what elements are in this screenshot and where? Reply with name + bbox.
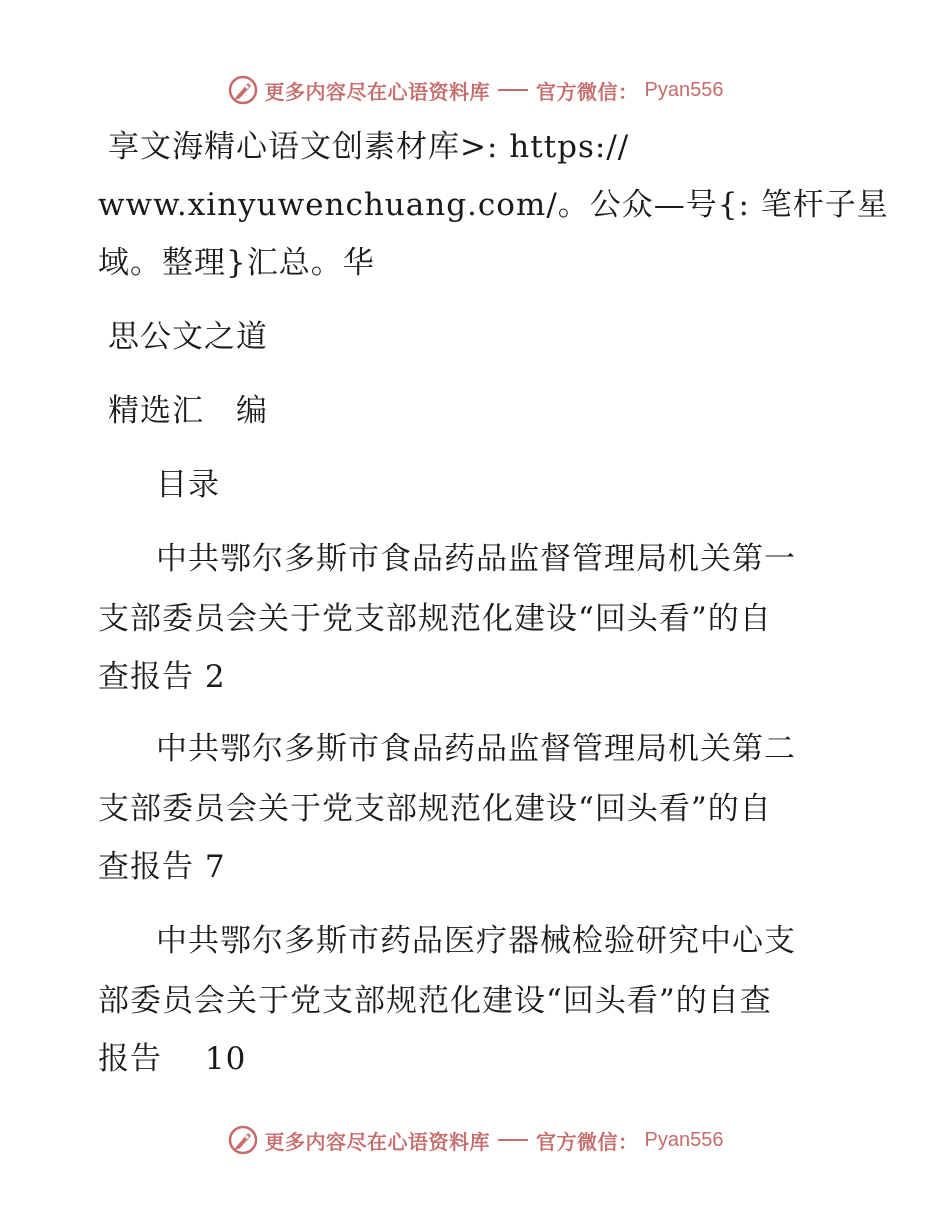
banner-text: 更多内容尽在心语资料库 — [264, 1129, 491, 1154]
toc-entry-line: 查报告 2 — [98, 659, 226, 695]
toc-entry-line: 中共鄂尔多斯市药品医疗器械检验研究中心支 — [156, 923, 796, 959]
toc-title: 目录 — [156, 467, 220, 503]
top-watermark-banner — [0, 70, 950, 110]
toc-entry-line: 查报告 7 — [98, 849, 226, 885]
header-line-2: www.xinyuwenchuang.com/。公众—号{: 笔杆子星 — [98, 187, 889, 223]
toc-entry-line: 中共鄂尔多斯市食品药品监督管理局机关第二 — [156, 731, 796, 767]
header-line-1: 享文海精心语文创素材库>: https:// — [108, 129, 630, 165]
toc-entry-line: 支部委员会关于党支部规范化建设“回头看”的自 — [98, 791, 772, 827]
fountain-pen-nib-logo-icon — [227, 74, 259, 106]
banner-dash — [498, 89, 528, 91]
toc-entry-line: 中共鄂尔多斯市食品药品监督管理局机关第一 — [156, 541, 796, 577]
banner-text: 更多内容尽在心语资料库 — [264, 79, 491, 104]
toc-entry-line: 支部委员会关于党支部规范化建设“回头看”的自 — [98, 601, 772, 637]
banner-suffix: 官方微信： — [536, 79, 639, 104]
header-line-3: 域。整理}汇总。华 — [98, 245, 375, 281]
banner-dash — [498, 1139, 528, 1141]
banner-handle: Pyan556 — [644, 78, 724, 101]
banner-handle: Pyan556 — [644, 1128, 724, 1151]
toc-entry-line: 报告 10 — [98, 1041, 247, 1077]
header-line-4: 思公文之道 — [108, 319, 268, 355]
bottom-watermark-banner — [0, 1120, 950, 1160]
fountain-pen-nib-logo-icon — [227, 1124, 259, 1156]
header-line-5: 精选汇 编 — [108, 393, 268, 429]
banner-suffix: 官方微信： — [536, 1129, 639, 1154]
toc-entry-line: 部委员会关于党支部规范化建设“回头看”的自查 — [98, 983, 772, 1019]
